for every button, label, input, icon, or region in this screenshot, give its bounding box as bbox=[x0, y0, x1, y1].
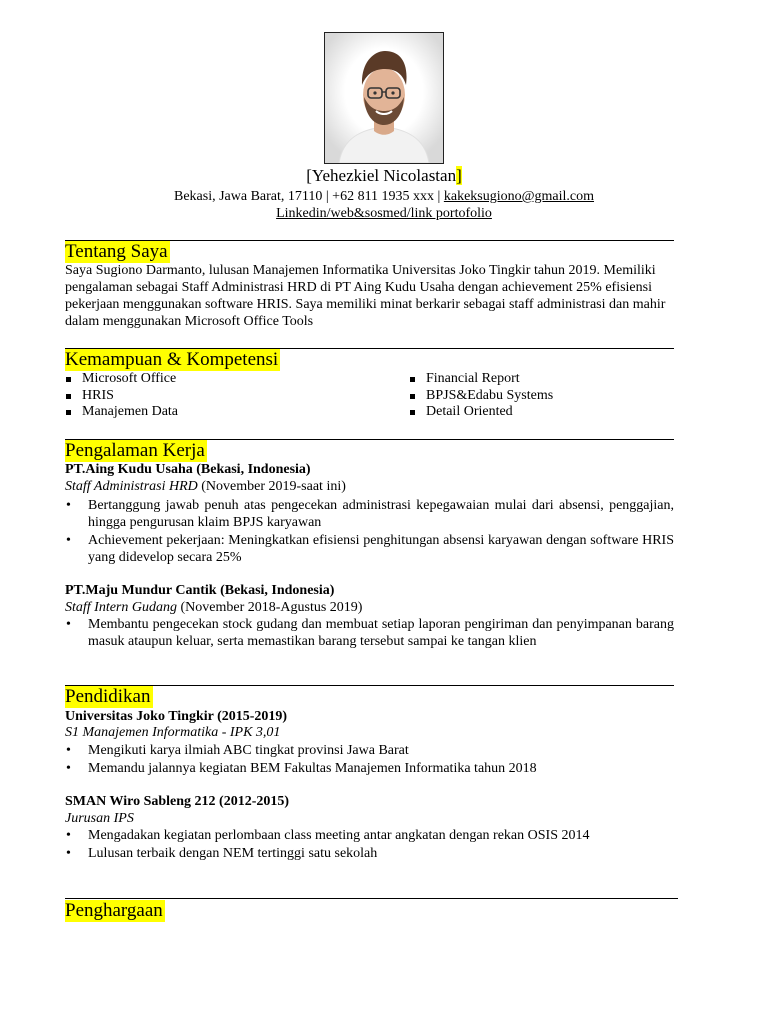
job-period: (November 2018-Agustus 2019) bbox=[177, 600, 363, 615]
school-name: SMAN Wiro Sableng 212 (2012-2015) bbox=[65, 794, 290, 809]
section-divider bbox=[65, 898, 678, 899]
candidate-name: [Yehezkiel Nicolastan] bbox=[306, 166, 462, 185]
list-item: • Bertanggung jawab penuh atas pengecekan administrasi kepegawaian mulai dari absensi, penggajian, hingga pengurusan klaim BPJS karyawan bbox=[65, 497, 674, 531]
skill-item: Financial Report bbox=[409, 371, 553, 388]
section-title-awards: Penghargaan bbox=[65, 900, 163, 921]
section-divider bbox=[65, 685, 674, 686]
list-item: • Mengadakan kegiatan perlombaan class meeting antar angkatan dengan rekan OSIS 2014 bbox=[65, 827, 674, 844]
school-name: Universitas Joko Tingkir (2015-2019) bbox=[65, 709, 288, 724]
profile-photo bbox=[324, 32, 444, 164]
section-title-skills: Kemampuan & Kompetensi bbox=[65, 349, 279, 370]
school-bullets bbox=[65, 742, 674, 777]
person-portrait-icon bbox=[325, 33, 443, 163]
section-title-experience: Pengalaman Kerja bbox=[65, 440, 205, 461]
contact-line bbox=[0, 188, 768, 205]
section-title-education: Pendidikan bbox=[65, 686, 151, 707]
skills-right-list bbox=[409, 371, 553, 421]
skill-item: HRIS bbox=[65, 388, 178, 405]
job-role: Staff Administrasi HRD bbox=[65, 479, 198, 494]
skill-item: BPJS&Edabu Systems bbox=[409, 388, 553, 405]
skill-item: Manajemen Data bbox=[65, 404, 178, 421]
job-company: PT.Maju Mundur Cantik (Bekasi, Indonesia) bbox=[65, 583, 335, 598]
job-role-line bbox=[65, 599, 362, 616]
list-item: • Memandu jalannya kegiatan BEM Fakultas Manajemen Informatika tahun 2018 bbox=[65, 760, 674, 777]
job-period: (November 2019-saat ini) bbox=[197, 479, 346, 494]
school-major: Jurusan IPS bbox=[65, 811, 134, 826]
skill-item: Microsoft Office bbox=[65, 371, 178, 388]
list-item: • Mengikuti karya ilmiah ABC tingkat provinsi Jawa Barat bbox=[65, 742, 674, 759]
skill-item: Detail Oriented bbox=[409, 404, 553, 421]
portfolio-links[interactable]: Linkedin/web&sosmed/link portofolio bbox=[276, 206, 492, 221]
job-company: PT.Aing Kudu Usaha (Bekasi, Indonesia) bbox=[65, 462, 311, 477]
about-paragraph: Saya Sugiono Darmanto, lulusan Manajemen Informatika Universitas Joko Tingkir tahun 2019. Memiliki pengalaman sebagai Staff Administrasi HRD di PT Aing Kudu Usaha dengan achievement 25% efisiensi pekerjaan menggunakan software HRIS. Saya memiliki minat berkarir sebagai staff administrasi dan mahir dalam menggunakan Microsoft Office Tools bbox=[65, 263, 666, 329]
school-bullets bbox=[65, 827, 674, 862]
email-link[interactable]: kakeksugiono@gmail.com bbox=[443, 189, 595, 204]
section-title-about: Tentang Saya bbox=[65, 241, 168, 262]
list-item: • Membantu pengecekan stock gudang dan membuat setiap laporan pengiriman dan penyimpanan barang masuk ataupun keluar, serta memastikan barang tersebut sampai ke tangan klien bbox=[65, 616, 674, 650]
list-item: • Lulusan terbaik dengan NEM tertinggi satu sekolah bbox=[65, 845, 674, 862]
job-bullets bbox=[65, 497, 674, 566]
school-major: S1 Manajemen Informatika - IPK 3,01 bbox=[65, 725, 281, 740]
list-item: • Achievement pekerjaan: Meningkatkan efisiensi penghitungan absensi karyawan dengan software HRIS yang didevelop secara 25% bbox=[65, 532, 674, 566]
job-role-line bbox=[65, 478, 346, 495]
skills-left-list bbox=[65, 371, 178, 421]
job-role: Staff Intern Gudang bbox=[65, 600, 177, 615]
job-bullets bbox=[65, 616, 674, 650]
contact-details: Bekasi, Jawa Barat, 17110 | +62 811 1935 xxx | bbox=[173, 189, 444, 204]
